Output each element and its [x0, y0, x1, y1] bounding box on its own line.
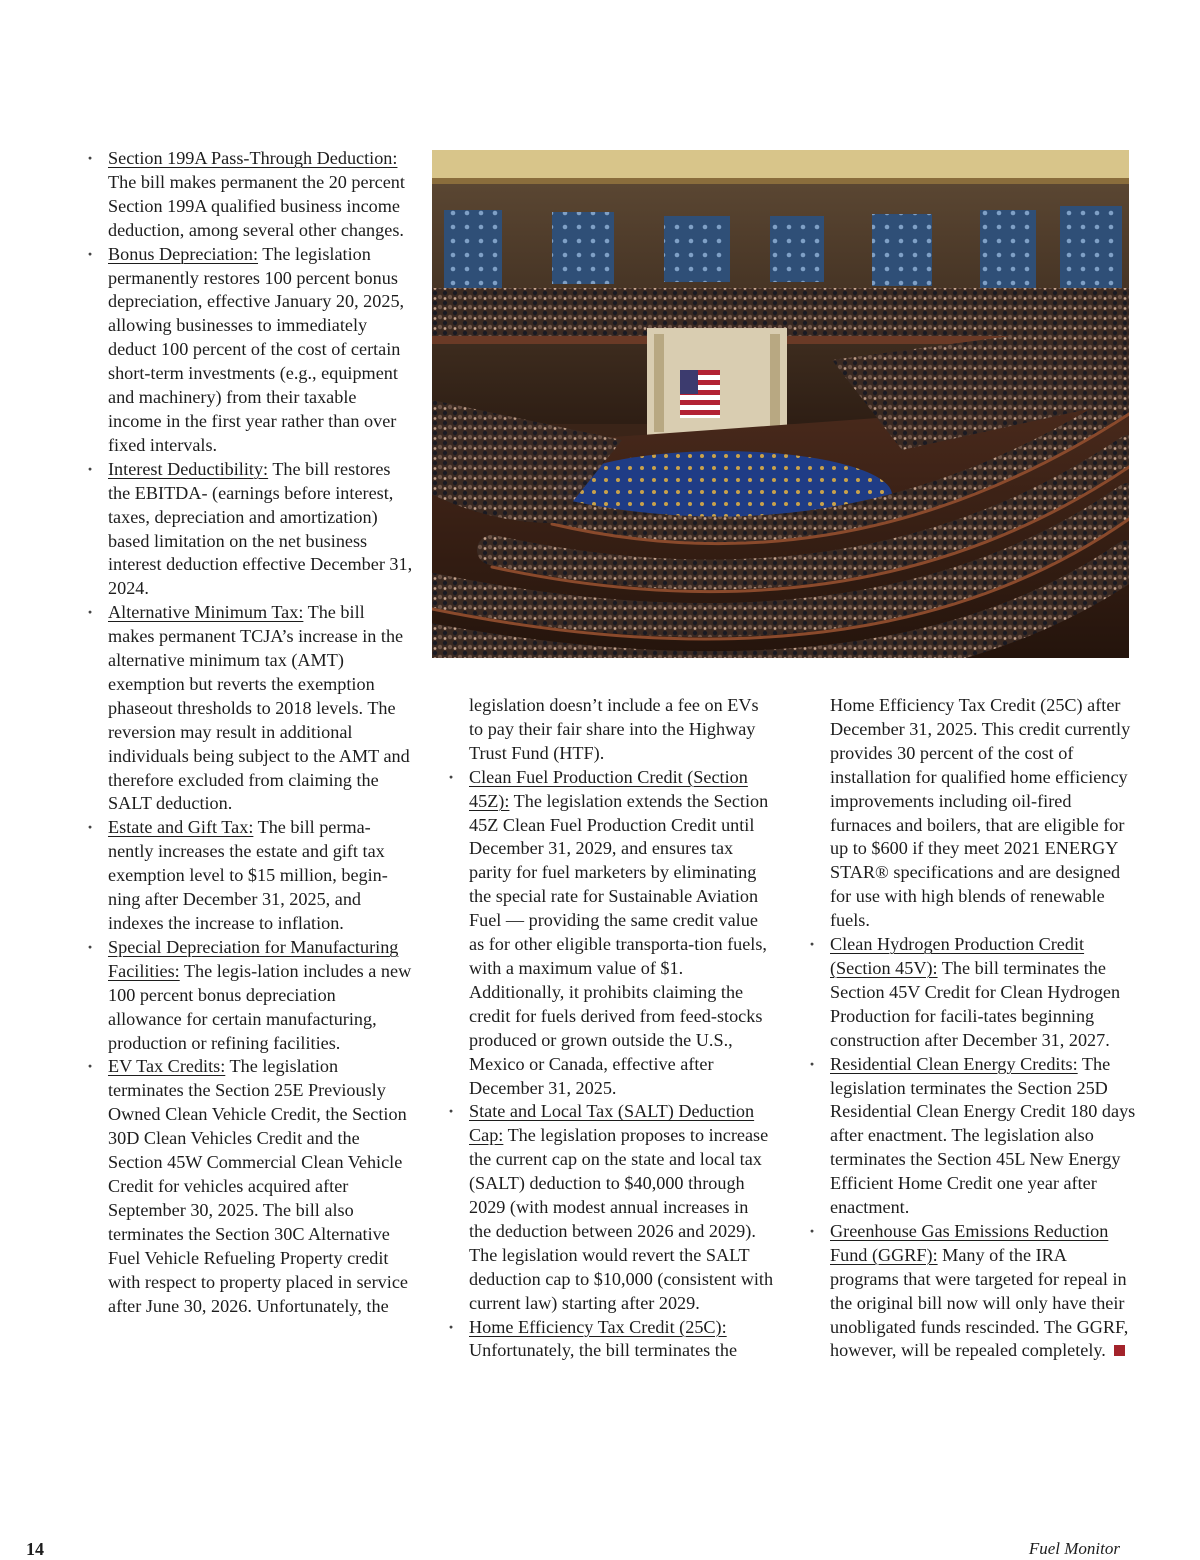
- column-3: [806, 694, 1136, 1363]
- page-number: 14: [26, 1539, 44, 1559]
- list-item: [84, 1055, 414, 1318]
- item-term: Section 199A Pass-Through Deduction:: [108, 148, 398, 168]
- item-term: Bonus Depreciation:: [108, 243, 259, 264]
- item-term: EV Tax Credits:: [108, 1056, 226, 1077]
- end-of-article-mark: [1114, 1345, 1125, 1356]
- item-term: Clean Fuel Production Credit (Section 45Z):: [469, 766, 748, 811]
- item-text: The bill terminates the Section 45V Credit for Clean Hydrogen Production for facili-tates beginning construction after December 31, 2027.: [830, 957, 1121, 1050]
- continued-text: legislation doesn’t include a fee on EVs to pay their fair share into the Highway Trust Fund (HTF).: [469, 695, 759, 763]
- list-item: [806, 1220, 1136, 1363]
- magazine-name: Fuel Monitor: [1028, 1539, 1120, 1558]
- list-item: [84, 147, 414, 243]
- list-item: [84, 816, 414, 936]
- item-text: The bill makes permanent TCJA’s increase in the alternative minimum tax (AMT) exemption but reverts the exemption phaseout thresholds to 2018 levels. The reversion may result in additional individuals being subject to the AMT and therefore excluded from claiming the SALT deduction.: [108, 602, 410, 814]
- list-item: [84, 458, 414, 601]
- item-term: Interest Deductibility:: [108, 458, 269, 479]
- item-term: Alternative Minimum Tax:: [108, 602, 304, 623]
- item-text: The legislation terminates the Section 25E Previously Owned Clean Vehicle Credit, the Section 30D Clean Vehicles Credit and the Section 45W Commercial Clean Vehicle Credit for vehicles acquired after September 30, 2025. The bill also terminates the Section 30C Alternative Fuel Vehicle Refueling Property credit with respect to property placed in service after June 30, 2026. Unfortunately, the: [108, 1056, 408, 1316]
- list-item: [84, 936, 414, 1056]
- item-text: The legislation permanently restores 100 percent bonus depreciation, effective January 20, 2025, allowing businesses to immediately deduct 100 percent of the cost of certain short-term investments (e.g., equipment and machinery) from their taxable income in the first year rather than over fixed intervals.: [108, 243, 405, 455]
- item-term: Special Depreciation for Manufacturing Facilities:: [108, 936, 399, 981]
- item-text: The legislation extends the Section 45Z Clean Fuel Production Credit until December 31, 2029, and ensures tax parity for fuel marketers by eliminating the special rate for Sustainable Aviation Fuel — providing the same credit value as for other eligible transporta-tion fuels, with a maximum value of $1. Additionally, it prohibits claiming the credit for fuels derived from feed-stocks produced or grown outside the U.S., Mexico or Canada, effective after December 31, 2025.: [469, 790, 769, 1098]
- item-text: The legislation terminates the Section 25D Residential Clean Energy Credit 180 days after enactment. The legislation also terminates the Section 45L New Energy Efficient Home Credit one year after enactment.: [830, 1053, 1136, 1218]
- column-2: [445, 694, 775, 1363]
- bullet-list: [84, 147, 414, 1318]
- item-text: The legis-lation includes a new 100 percent bonus depreciation allowance for certain manufacturing, production or refining facilities.: [108, 960, 412, 1053]
- item-term: Home Efficiency Tax Credit (25C):: [469, 1316, 727, 1337]
- column-1: [84, 147, 414, 1318]
- list-item: [84, 243, 414, 458]
- item-term: Clean Hydrogen Production Credit (Section 45V):: [830, 934, 1085, 978]
- list-item: [445, 1316, 775, 1364]
- list-item: [84, 601, 414, 816]
- item-term: Greenhouse Gas Emissions Reduction Fund (GGRF):: [830, 1220, 1109, 1265]
- item-text: The legislation proposes to increase the current cap on the state and local tax (SALT) deduction to $40,000 through 2029 (with modest annual increases in the deduction between 2026 and 2029). The legislation would revert the SALT deduction cap to $10,000 (consistent with current law) starting after 2029.: [469, 1125, 774, 1313]
- item-term: Residential Clean Energy Credits:: [830, 1053, 1078, 1074]
- bullet-list: [806, 933, 1136, 1363]
- bullet-list: [445, 766, 775, 1364]
- continued-text: Home Efficiency Tax Credit (25C) after December 31, 2025. This credit currently provides 30 percent of the cost of installation for qualified home efficiency improvements including oil-fired furnaces and boilers, that are eligible for up to $600 if they meet 2021 ENERGY STAR® specifications and are designed for use with high blends of renewable fuels.: [830, 695, 1131, 931]
- item-text: Unfortunately, the bill terminates the: [469, 1340, 738, 1361]
- list-item: [806, 933, 1136, 1053]
- item-text: The bill perma-nently increases the estate and gift tax exemption level to $15 million, begin-ning after December 31, 2025, and indexes the increase to inflation.: [108, 817, 388, 933]
- item-text: The bill restores the EBITDA- (earnings before interest, taxes, depreciation and amortization) based limitation on the net business interest deduction effective December 31, 2024.: [108, 458, 413, 599]
- list-item: [806, 1053, 1136, 1220]
- list-item: [445, 1100, 775, 1315]
- chamber-illustration: [432, 150, 1129, 658]
- item-text: Many of the IRA programs that were targeted for repeal in the original bill now will only have their unobligated funds rescinded. The GGRF, however, will be repealed completely.: [830, 1244, 1129, 1361]
- item-term: Estate and Gift Tax:: [108, 817, 254, 838]
- us-flag: [680, 370, 720, 418]
- item-term: State and Local Tax (SALT) Deduction Cap:: [469, 1101, 755, 1146]
- ceiling: [432, 150, 1129, 178]
- item-text: The bill makes permanent the 20 percent Section 199A qualified business income deduction, among several other changes.: [108, 171, 405, 240]
- list-item: [445, 766, 775, 1101]
- house-chamber-photo: [432, 150, 1129, 658]
